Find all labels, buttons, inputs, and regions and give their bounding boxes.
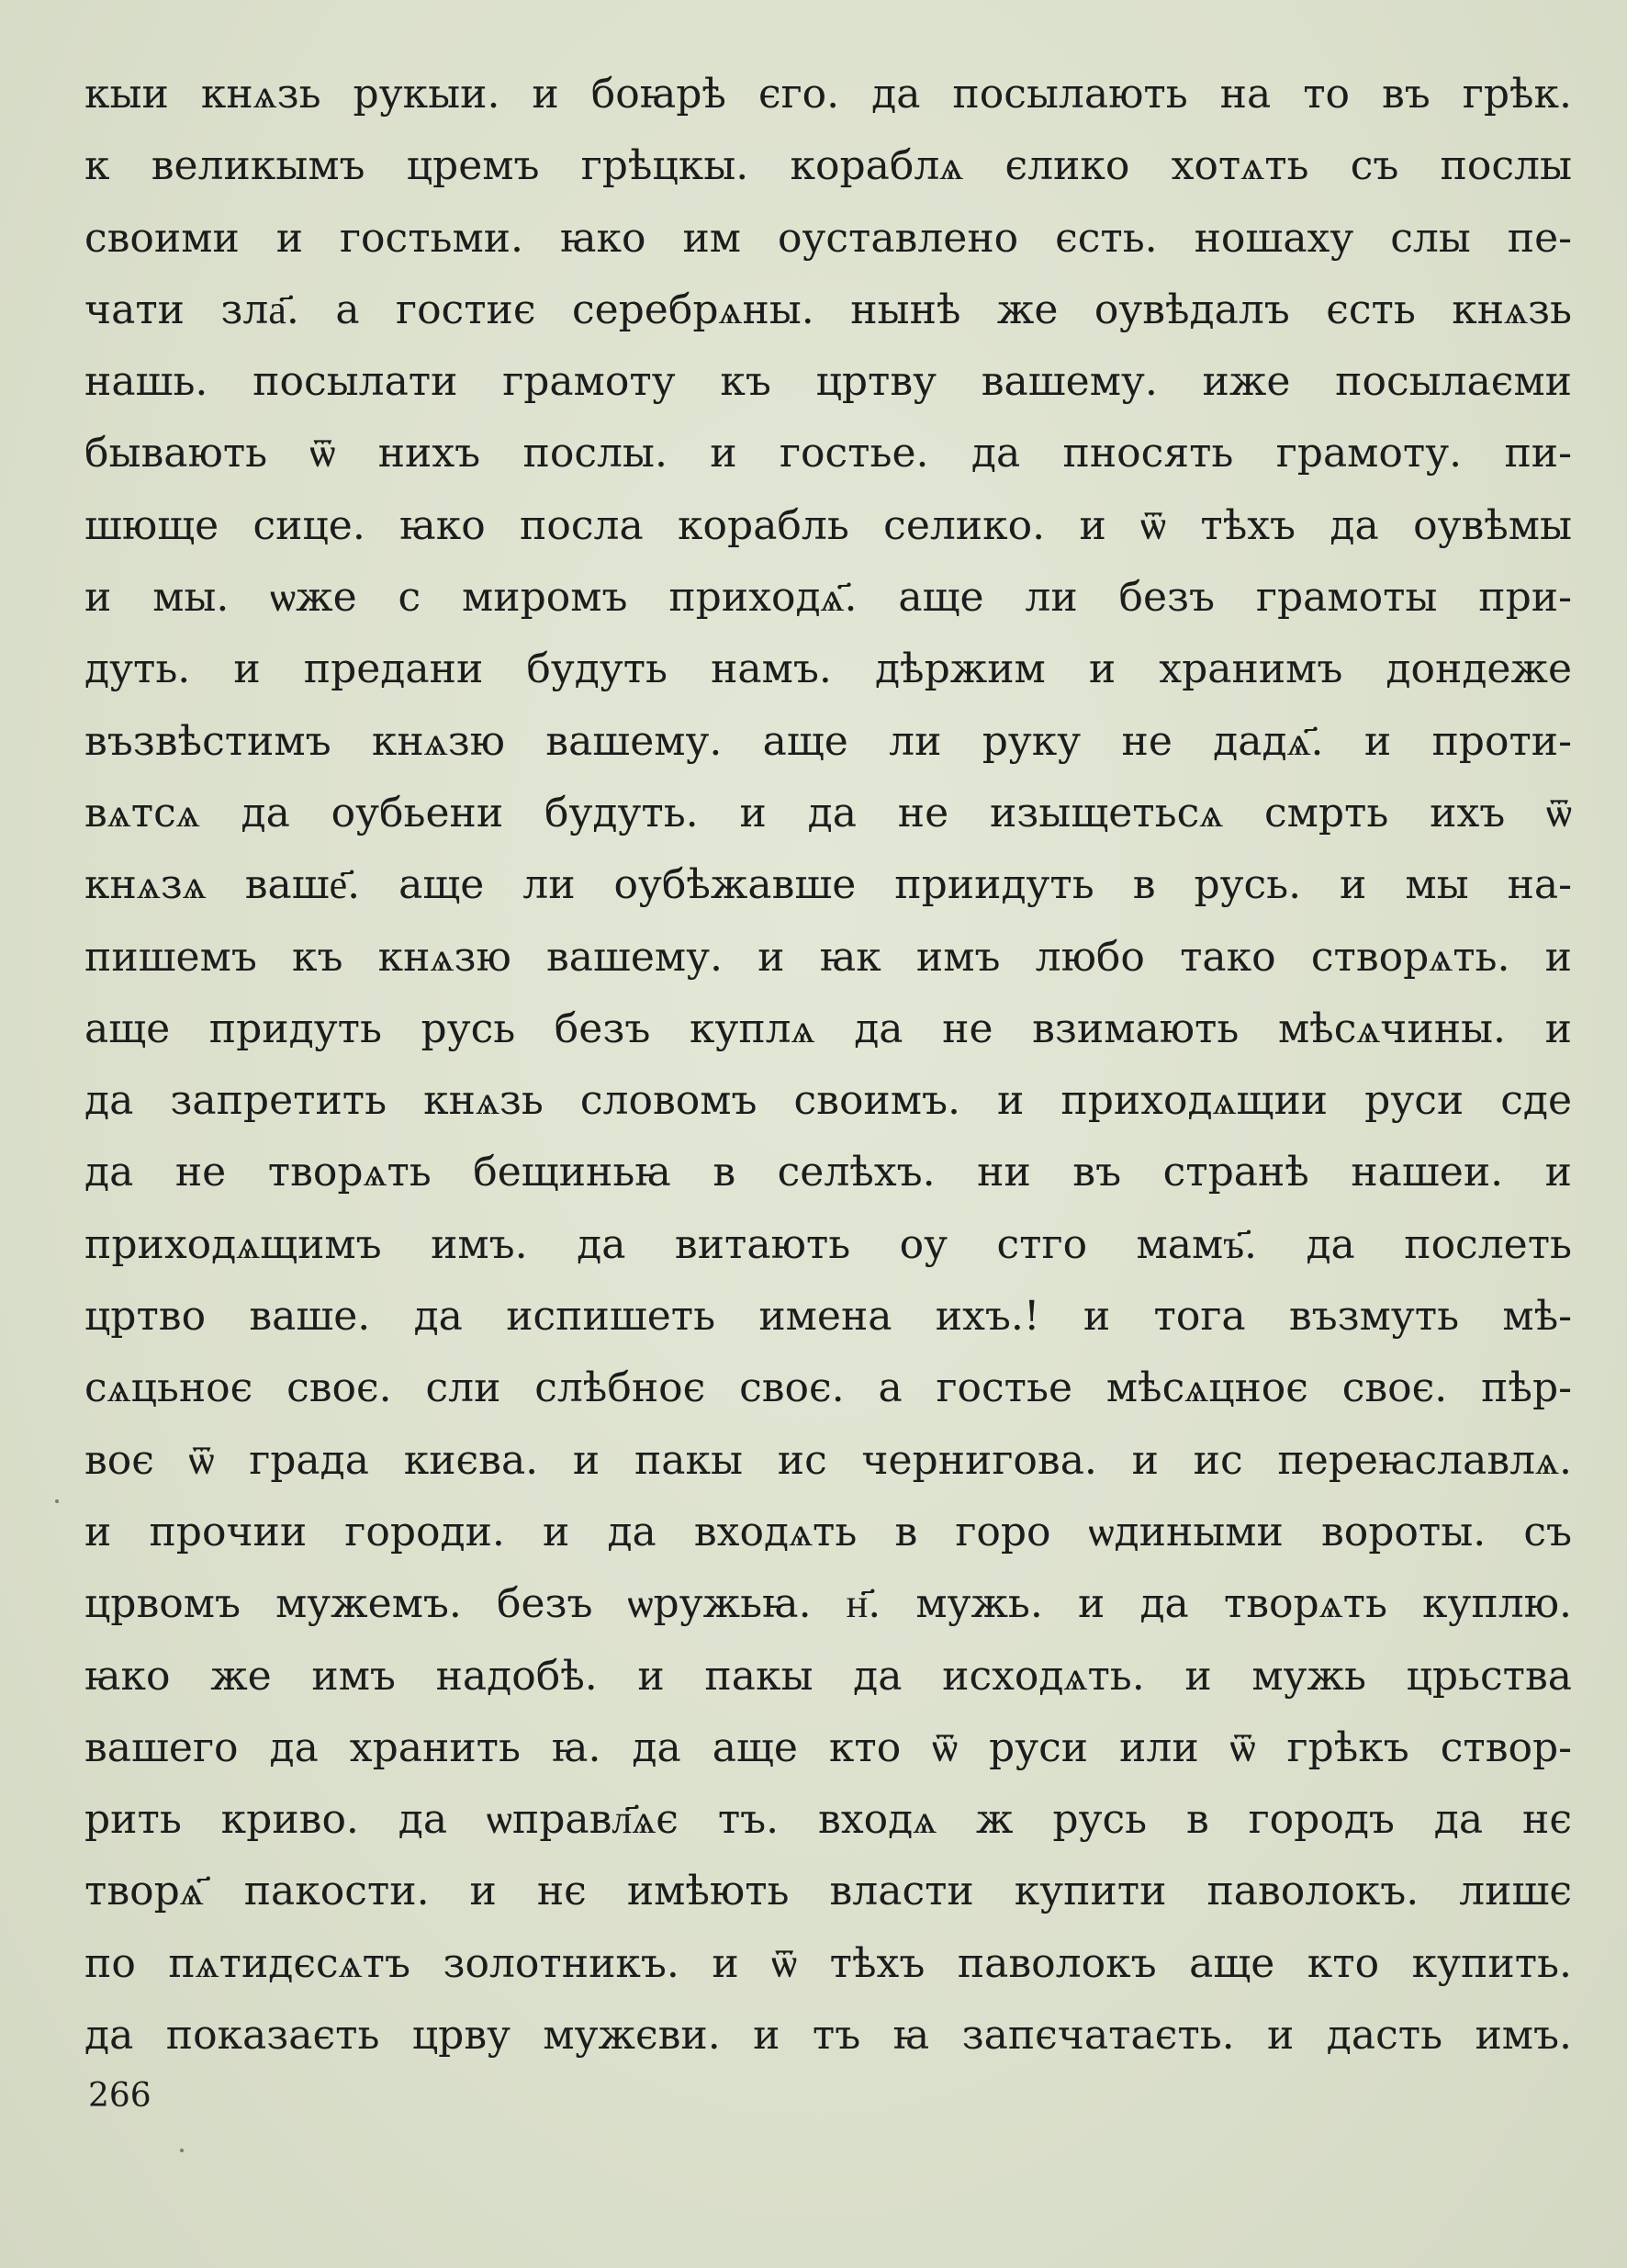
text-line: шюще сице. ꙗко посла корабль селико. и ѿ тѣхъ да оувѣмы bbox=[84, 501, 1572, 549]
paper-speck bbox=[180, 2149, 184, 2152]
text-line: аще придуть русь безъ куплѧ да не взимають мѣсѧчины. и bbox=[84, 1005, 1572, 1052]
text-line: сѧцьноє своє. сли слѣбноє своє. а гостье мѣсѧцноє своє. пѣр- bbox=[84, 1364, 1572, 1412]
text-line: ꙗко же имъ надобѣ. и пакы да исходѧть. и мужь црьства bbox=[84, 1652, 1572, 1700]
text-line: да запретить кнѧзь словомъ своимъ. и приходѧщии руси сде bbox=[84, 1077, 1572, 1125]
text-line: своими и гостьми. ꙗко им оуставлено єсть. ношаху слы пе- bbox=[84, 214, 1572, 262]
text-line: вашего да хранить ꙗ. да аще кто ѿ руси или ѿ грѣкъ створ- bbox=[84, 1723, 1572, 1771]
text-line: кнѧзѧ ваше҃. аще ли оубѣжавше приидуть в русь. и мы на- bbox=[84, 861, 1572, 909]
text-line: дуть. и предани будуть намъ. дѣржим и хранимъ дондеже bbox=[84, 646, 1572, 693]
text-line: цртво ваше. да испишеть имена ихъ.! и тога възмуть мѣ- bbox=[84, 1293, 1572, 1341]
text-line: црвомъ мужемъ. безъ ѡружьꙗ. н҃. мужь. и да творѧть куплю. bbox=[84, 1580, 1572, 1628]
text-line: к великымъ цремъ грѣцкы. кораблѧ єлико хотѧть съ послы bbox=[84, 142, 1572, 190]
body-text bbox=[84, 59, 1572, 2072]
text-line: по пѧтидєсѧтъ золотникъ. и ѿ тѣхъ паволокъ аще кто купить. bbox=[84, 1939, 1572, 1987]
text-line: приходѧщимъ имъ. да витають оу стго мамъ҃. да послеть bbox=[84, 1220, 1572, 1268]
paper-speck bbox=[55, 1499, 59, 1503]
text-line: нашь. посылати грамоту къ цртву вашему. иже посылаєми bbox=[84, 358, 1572, 406]
page-number: 266 bbox=[88, 2077, 151, 2115]
text-line: пишемъ къ кнѧзю вашему. и ꙗк имъ любо тако створѧть. и bbox=[84, 933, 1572, 981]
text-line: творѧ҃ пакости. и нє имѣють власти купити паволокъ. лишє bbox=[84, 1868, 1572, 1915]
text-line: бывають ѿ нихъ послы. и гостье. да пносять грамоту. пи- bbox=[84, 430, 1572, 477]
text-line: воє ѿ града києва. и пакы ис чернигова. и ис переꙗславлѧ. bbox=[84, 1436, 1572, 1484]
text-line: кыи кнѧзь рукыи. и боꙗрѣ єго. да посылають на то въ грѣк. bbox=[84, 71, 1572, 118]
text-line: чати зла҃. а гостиє серебрѧны. нынѣ же оувѣдалъ єсть кнѧзь bbox=[84, 286, 1572, 333]
text-line: да не творѧть бещиньꙗ в селѣхъ. ни въ странѣ нашеи. и bbox=[84, 1149, 1572, 1196]
text-line: да показаєть црву мужєви. и тъ ꙗ запєчатаєть. и дасть имъ. bbox=[84, 2012, 1572, 2060]
text-line: вѧтсѧ да оубьени будуть. и да не изыщетьсѧ смрть ихъ ѿ bbox=[84, 789, 1572, 836]
text-line: и прочии городи. и да входѧть в горо ѡдиными вороты. съ bbox=[84, 1508, 1572, 1555]
text-line: и мы. ѡже с миромъ приходѧ҃. аще ли безъ грамоты при- bbox=[84, 574, 1572, 622]
text-line: възвѣстимъ кнѧзю вашему. аще ли руку не дадѧ҃. и проти- bbox=[84, 717, 1572, 765]
text-line: рить криво. да ѡправл҃ѧє тъ. входѧ ж русь в городъ да нє bbox=[84, 1796, 1572, 1844]
